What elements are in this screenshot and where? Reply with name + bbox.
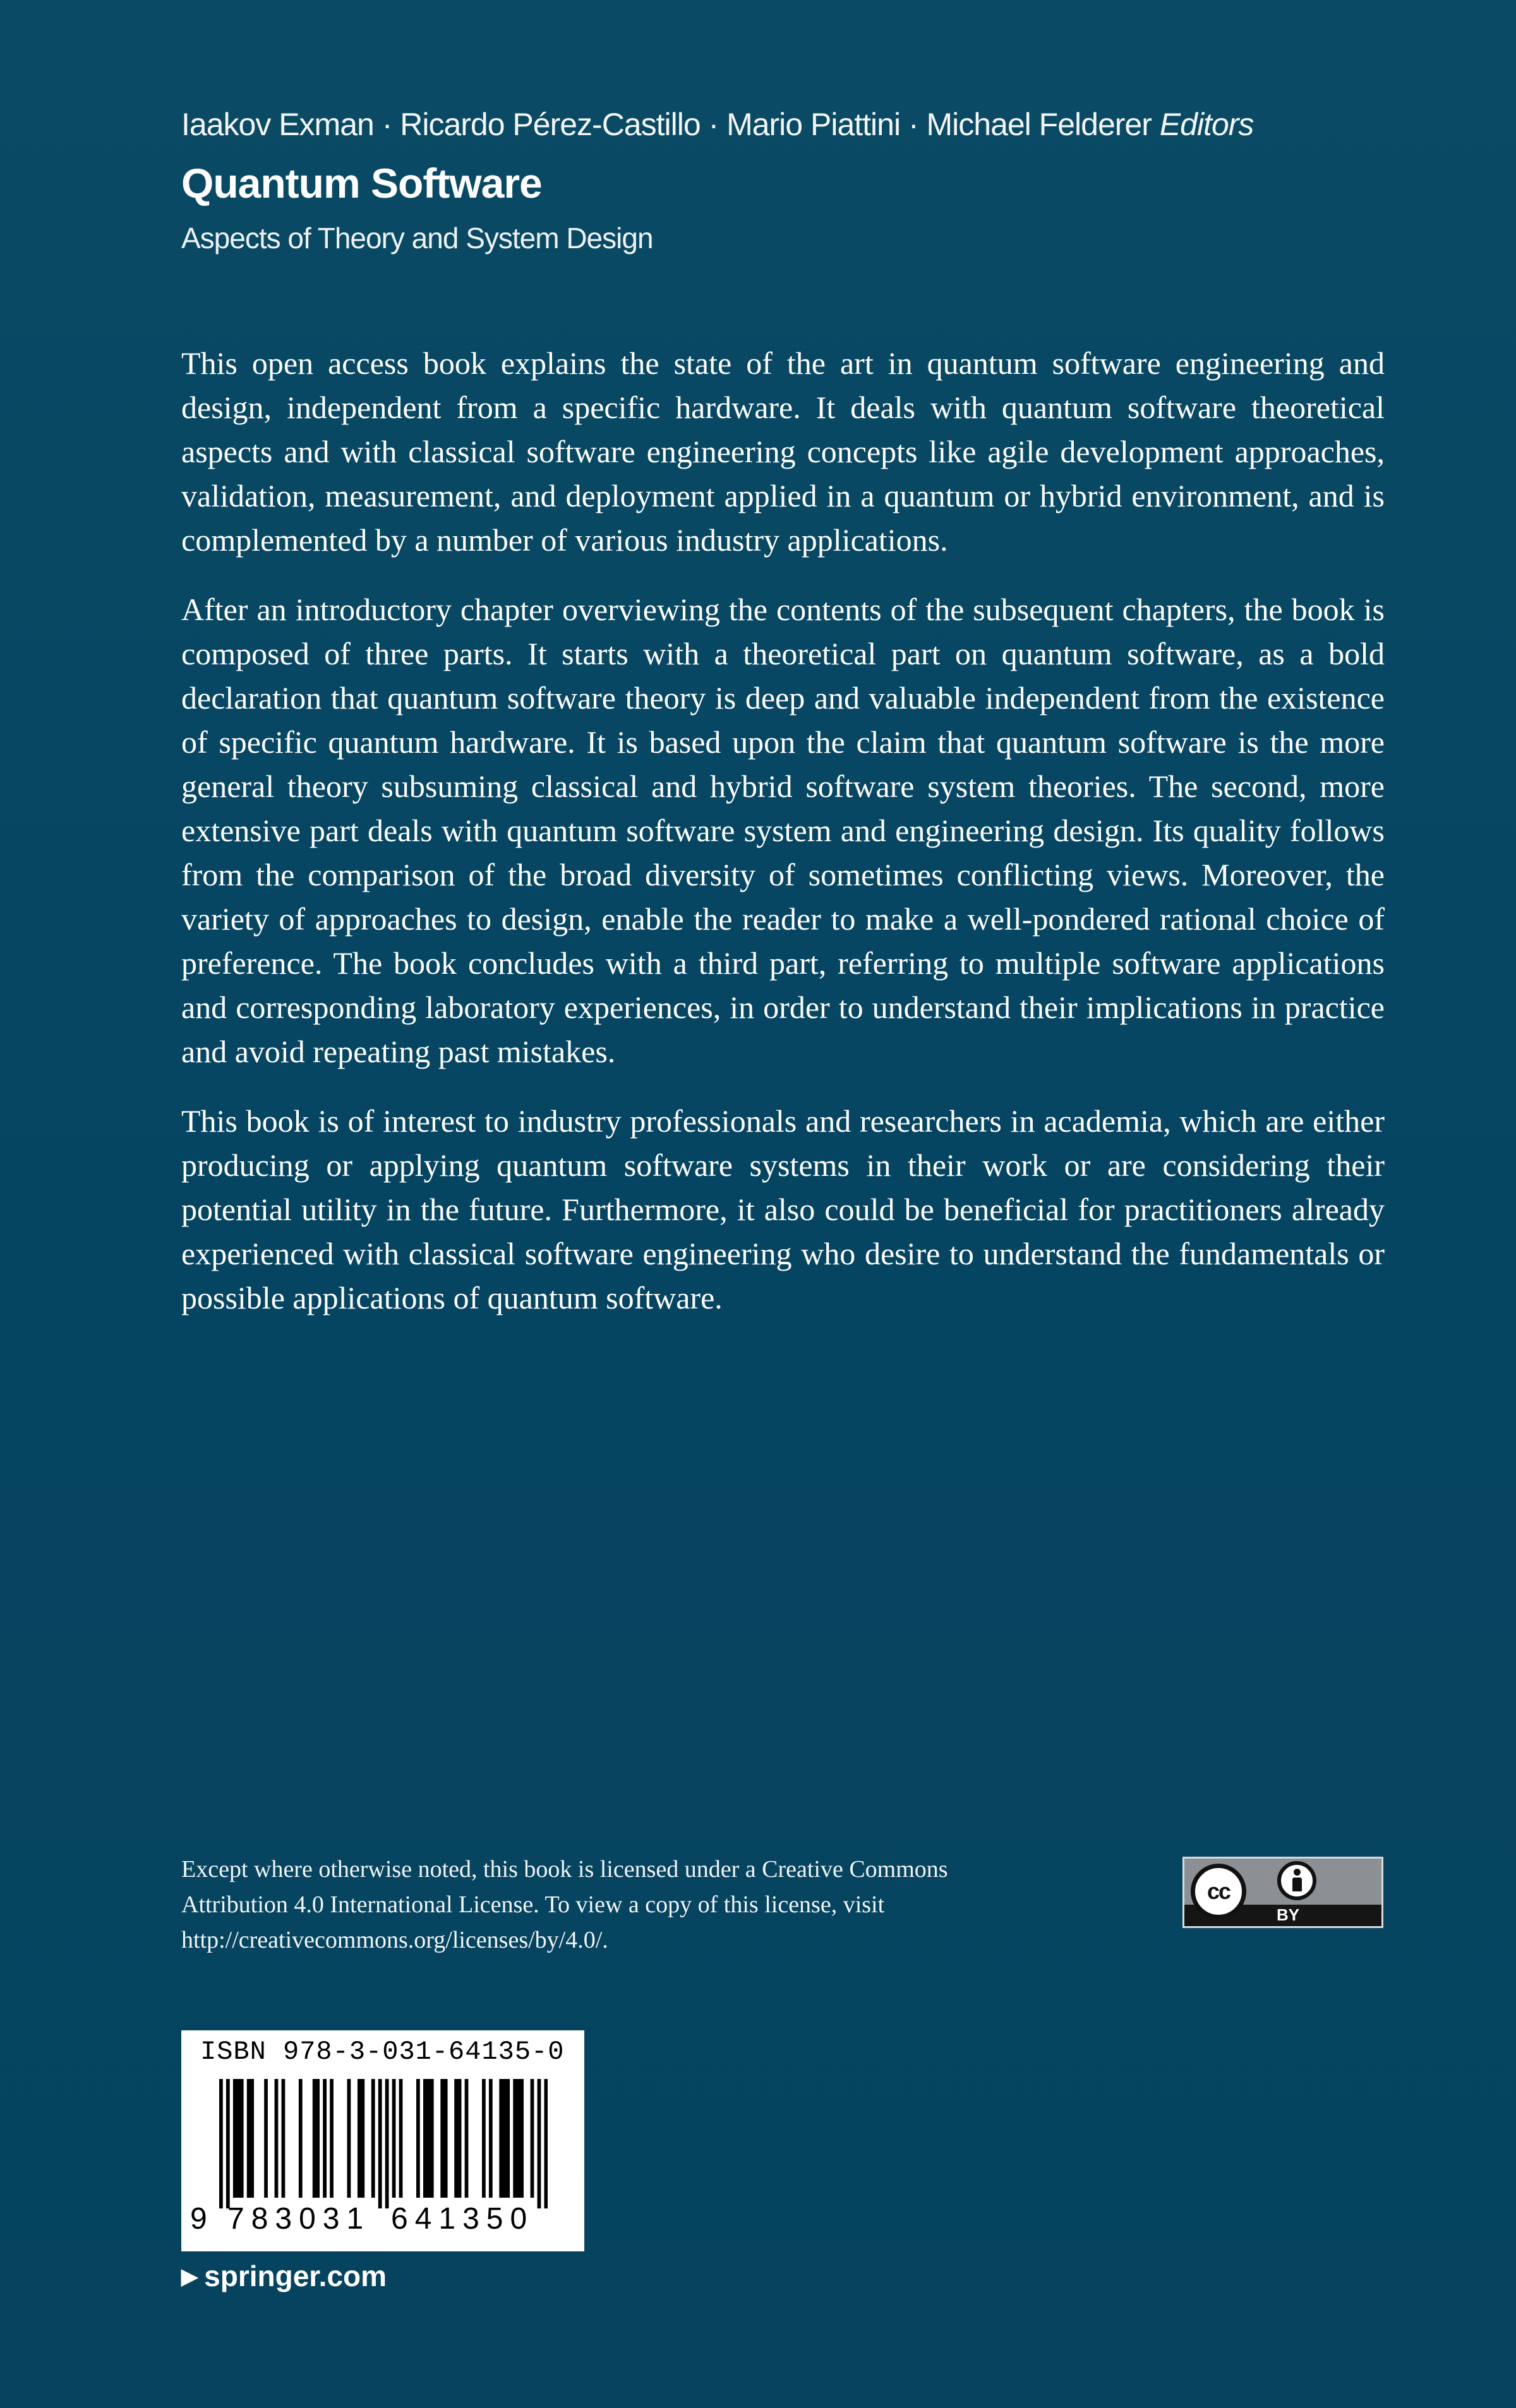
barcode-bar bbox=[392, 2079, 396, 2198]
barcode-guard-bar bbox=[226, 2079, 230, 2208]
barcode-bar bbox=[264, 2079, 268, 2198]
barcode-bar bbox=[275, 2079, 279, 2198]
barcode-bar bbox=[454, 2079, 458, 2198]
book-description bbox=[181, 341, 1385, 1345]
barcode-bar bbox=[347, 2079, 351, 2198]
description-paragraph: After an introductory chapter overviewing the contents of the subsequent chapters, the book is composed of three parts. It starts with a theoretical part on quantum software, as a bold declaration that quantum software theory is deep and valuable independent from the existence of specific quantum hardware. It is based upon the claim that quantum software is the more general theory subsuming classical and hybrid software system theories. The second, more extensive part deals with quantum software system and engineering design. Its quality follows from the comparison of the broad diversity of sometimes conflicting views. Moreover, the variety of approaches to design, enable the reader to make a well-pondered rational choice of preference. The book concludes with a third part, referring to multiple software applications and corresponding laboratory experiences, in order to understand their implications in practice and avoid repeating past mistakes. bbox=[181, 592, 1385, 1069]
play-arrow-icon: ▶ bbox=[181, 2265, 198, 2289]
publisher-link[interactable] bbox=[181, 2259, 387, 2293]
person-head bbox=[1294, 1869, 1301, 1876]
book-title: Quantum Software bbox=[181, 160, 542, 207]
barcode-bar bbox=[330, 2079, 334, 2198]
barcode-bar bbox=[416, 2079, 420, 2198]
barcode-bar bbox=[361, 2079, 364, 2198]
cc-by-license-badge bbox=[1182, 1857, 1383, 1928]
barcode-bar bbox=[316, 2079, 320, 2198]
barcode-bar bbox=[313, 2079, 316, 2198]
editors-role: Editors bbox=[1159, 107, 1254, 142]
barcode-bar bbox=[482, 2079, 486, 2198]
barcode-bar bbox=[236, 2079, 240, 2198]
barcode-bar bbox=[458, 2079, 462, 2198]
barcode-bar bbox=[531, 2079, 534, 2198]
barcode-bar bbox=[506, 2079, 510, 2198]
attribution-person-icon bbox=[1277, 1861, 1316, 1900]
publisher-url: springer.com bbox=[204, 2260, 387, 2292]
barcode-bar bbox=[423, 2079, 427, 2198]
barcode-bar bbox=[465, 2079, 469, 2198]
barcode-bar bbox=[371, 2079, 375, 2198]
editors-names: Iaakov Exman · Ricardo Pérez-Castillo · Mario Piattini · Michael Felderer bbox=[181, 107, 1152, 142]
barcode-bar bbox=[282, 2079, 286, 2198]
barcode-guard-bar bbox=[385, 2079, 389, 2208]
barcode-guard-bar bbox=[378, 2079, 382, 2208]
barcode-guard-bar bbox=[544, 2079, 548, 2208]
barcode-bar bbox=[517, 2079, 520, 2198]
license-notice: Except where otherwise noted, this book is licensed under a Creative Commons Attribution 4.0 International License. To view a copy of this license, visit http://creativecommons.org/licenses/by/4.0/. bbox=[181, 1856, 948, 1953]
barcode-bar bbox=[489, 2079, 493, 2198]
barcode-bar bbox=[444, 2079, 448, 2198]
barcode-digit-first: 9 bbox=[190, 2202, 207, 2236]
book-subtitle: Aspects of Theory and System Design bbox=[181, 222, 653, 255]
barcode-digits-left: 783031 bbox=[227, 2202, 371, 2236]
editors-line bbox=[181, 106, 1253, 143]
barcode-bar bbox=[520, 2079, 524, 2198]
barcode-bar bbox=[240, 2079, 244, 2198]
barcode-bar bbox=[247, 2079, 251, 2198]
barcode-digits-right: 641350 bbox=[391, 2202, 534, 2236]
barcode-bar bbox=[250, 2079, 254, 2198]
barcode-guard-bar bbox=[538, 2079, 541, 2208]
isbn-barcode-box bbox=[181, 2030, 584, 2251]
barcode-bar bbox=[513, 2079, 517, 2198]
barcode-bar bbox=[399, 2079, 403, 2198]
barcode-bar bbox=[499, 2079, 503, 2198]
isbn-number: ISBN 978-3-031-64135-0 bbox=[200, 2037, 565, 2067]
barcode-bar bbox=[440, 2079, 444, 2198]
description-paragraph: This open access book explains the state of the art in quantum software engineering and design, independent from a specific hardware. It deals with quantum software theoretical aspects and with classical software engineering concepts like agile development approaches, validation, measurement, and deployment applied in a quantum or hybrid environment, and is complemented by a number of various industry applications. bbox=[181, 345, 1385, 558]
barcode-bar bbox=[358, 2079, 361, 2198]
barcode-bar bbox=[426, 2079, 430, 2198]
barcode-bar bbox=[503, 2079, 507, 2198]
description-paragraph: This book is of interest to industry professionals and researchers in academia, which are either producing or applying quantum software systems in their work or are considering their potential utility in the future. Furthermore, it also could be beneficial for practitioners already experienced with classical software engineering who desire to understand the fundamentals or possible applications of quantum software. bbox=[181, 1103, 1385, 1315]
creative-commons-icon: cc bbox=[1191, 1864, 1246, 1919]
barcode-icon bbox=[219, 2079, 548, 2208]
barcode-bar bbox=[299, 2079, 303, 2198]
barcode-bar bbox=[430, 2079, 434, 2198]
barcode-guard-bar bbox=[219, 2079, 223, 2208]
person-body bbox=[1292, 1878, 1302, 1891]
by-label: BY bbox=[1277, 1905, 1300, 1924]
barcode-bar bbox=[323, 2079, 327, 2198]
barcode-bar bbox=[233, 2079, 237, 2198]
